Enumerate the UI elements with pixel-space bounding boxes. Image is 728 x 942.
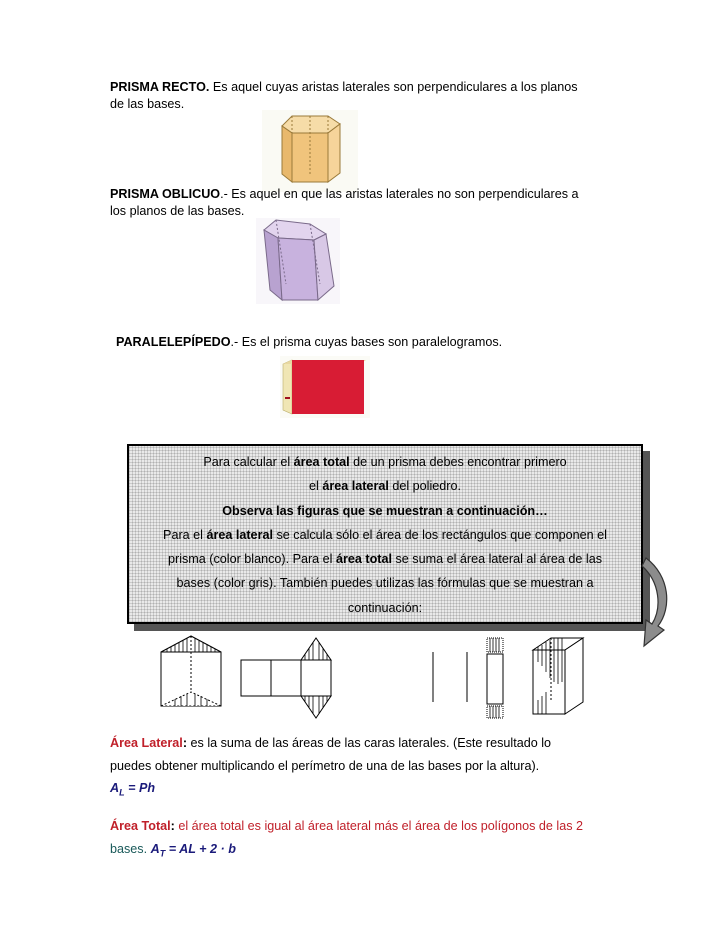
info-line-5-a: prisma (color blanco). Para el [168,552,336,567]
info-line-4-c: se calcula sólo el área de los rectángulos que componen el [272,527,607,542]
info-line-7: continuación: [347,600,423,615]
formula-at-a: A [150,841,160,856]
area-lateral-formula [110,781,156,798]
prisma-oblicuo-text-2: los planos de las bases. [110,204,245,218]
info-line-2-a: el [309,479,323,494]
prisma-oblicuo-text: .- Es aquel en que las aristas laterales no son perpendiculares a [220,187,579,201]
info-line-6: bases (color gris). También puedes utilizas las fórmulas que se muestran a [176,576,594,591]
prisma-oblicuo-figure [256,218,340,304]
paralelepipedo-paragraph [116,334,636,351]
info-line-5-c: se suma el área lateral al área de las [391,552,602,567]
info-line-1-a: Para calcular el [203,455,294,469]
paralelepipedo-figure [280,356,370,418]
area-total-paragraph [110,815,670,865]
prisma-recto-figure [262,110,358,192]
info-line-2 [129,474,641,498]
formula-at-sub: T [159,848,166,859]
area-total-formula [150,841,236,859]
info-line-3 [129,499,641,523]
triangular-prism-net [241,638,331,718]
info-line-2-c: del poliedro. [388,479,461,494]
prisma-recto-paragraph [110,79,630,113]
prisma-recto-text: Es aquel cuyas aristas laterales son perpendiculares a los planos [209,80,578,94]
area-lateral-text: es la suma de las áreas de las caras laterales. (Este resultado lo [187,736,552,750]
info-box [127,444,643,624]
formula-al-sub: L [119,787,125,798]
info-line-1-bold: área total [293,455,350,469]
info-line-5 [129,547,641,571]
paralelepipedo-text: .- Es el prisma cuyas bases son paralelogramos. [230,335,503,349]
info-line-4 [129,523,641,547]
info-line-1-c: de un prisma debes encontrar primero [349,455,567,469]
info-line-3-bold: Observa las figuras que se muestran a continuación… [222,503,548,518]
area-total-colon: : [170,819,175,833]
info-line-4-bold: área lateral [206,527,273,542]
paralelepipedo-term: PARALELEPÍPEDO [116,335,231,349]
area-total-term: Área Total [110,819,171,833]
separated-faces [433,652,467,702]
prism-net-diagrams [155,632,635,722]
area-lateral-text-2: puedes obtener multiplicando el perímetro de una de las bases por la altura). [110,758,540,773]
info-line-4-a: Para el [163,527,207,542]
formula-al-c: = Ph [124,781,156,795]
info-line-5-bold: área total [335,552,392,567]
prisma-recto-text-2: de las bases. [110,97,185,111]
prisma-oblicuo-paragraph [110,186,630,220]
rectangular-prism-drawing [533,638,583,714]
prisma-oblicuo-term: PRISMA OBLICUO [110,187,221,201]
area-lateral-colon: : [182,736,188,750]
formula-al-a: A [110,781,120,795]
bases-column [487,638,503,718]
info-line-2-bold: área lateral [322,479,389,494]
area-lateral-paragraph [110,732,670,804]
area-total-text-2: bases. [110,841,151,856]
formula-at-c: = AL + 2 · b [165,841,236,856]
info-line-1 [129,450,641,474]
curved-arrow-icon [640,556,674,652]
area-lateral-term: Área Lateral [110,736,183,750]
prisma-recto-term: PRISMA RECTO. [110,80,210,94]
area-total-text: el área total es igual al área lateral más el área de los polígonos de las 2 [174,819,584,833]
triangular-prism-drawing [161,636,221,706]
